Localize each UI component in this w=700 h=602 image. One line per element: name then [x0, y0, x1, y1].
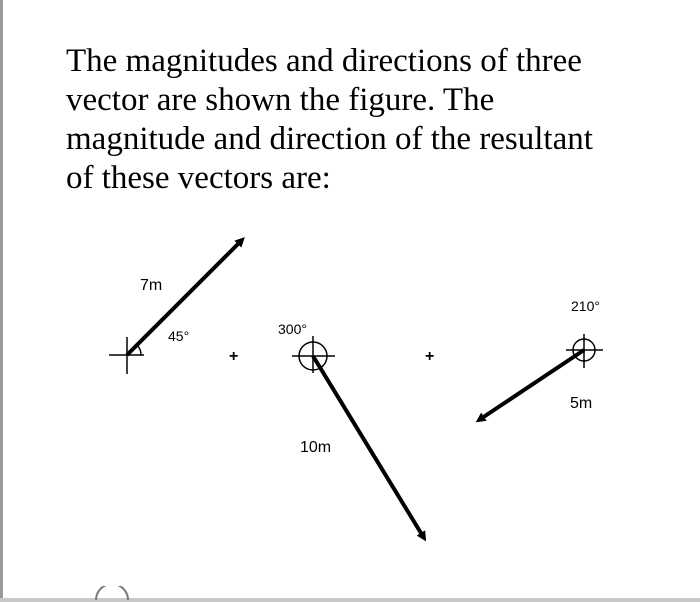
question-line: of these vectors are:: [66, 160, 331, 196]
vector-2-magnitude-label: 10m: [300, 439, 332, 456]
vector-1-angle-label: 45°: [168, 328, 190, 344]
vector-2-angle-label: 300°: [278, 321, 307, 337]
question-line: vector are shown the figure. The: [66, 82, 495, 118]
plus-sign: +: [425, 348, 435, 365]
partial-option-circle: [92, 586, 132, 602]
plus-sign: +: [229, 348, 239, 365]
vector-1-magnitude-label: 7m: [140, 277, 163, 294]
vector-3-magnitude-label: 5m: [570, 395, 593, 412]
vector-5m-group: [479, 298, 603, 420]
question-line: The magnitudes and directions of three: [66, 43, 582, 79]
vector-10m-group: [278, 321, 424, 538]
vector-3-arrow: [479, 350, 584, 420]
question-line: magnitude and direction of the resultant: [66, 121, 593, 157]
vector-7m-group: [109, 240, 242, 374]
vector-3-angle-label: 210°: [571, 298, 600, 314]
